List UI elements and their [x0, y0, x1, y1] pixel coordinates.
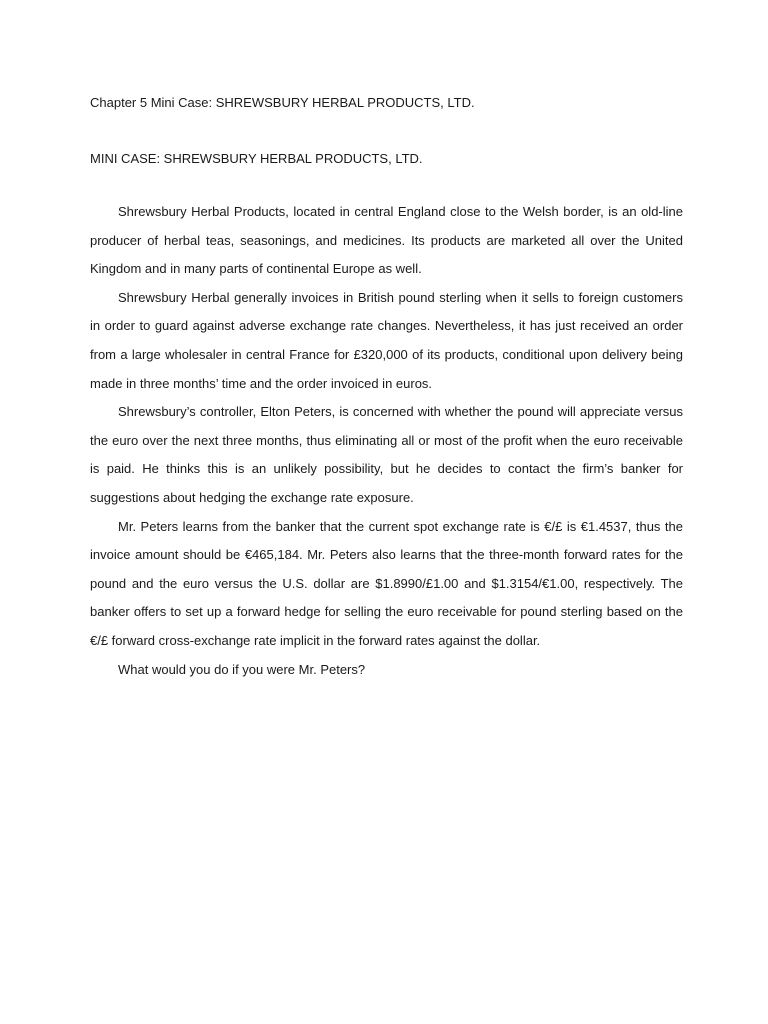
paragraph-question: What would you do if you were Mr. Peters? — [118, 661, 366, 677]
chapter-title: Chapter 5 Mini Case: SHREWSBURY HERBAL PRODUCTS, LTD. — [90, 95, 475, 110]
case-title: MINI CASE: SHREWSBURY HERBAL PRODUCTS, LTD. — [90, 151, 423, 166]
document-page — [90, 94, 683, 684]
paragraph-exchange-rates: Mr. Peters learns from the banker that the current spot exchange rate is €/£ is €1.4537, thus the invoice amount should be €465,184. Mr. Peters also learns that the three-month forward rates for the pound and the euro versus the U.S. dollar are $1.8990/£1.00 and $1.3154/€1.00, respectively. The banker offers to set up a forward hedge for selling the euro receivable for pound sterling based on the €/£ forward cross-exchange rate implicit in the forward rates against the dollar. — [90, 518, 683, 648]
paragraph-controller-concern: Shrewsbury’s controller, Elton Peters, is concerned with whether the pound will appreciate versus the euro over the next three months, thus eliminating all or most of the profit when the euro receivable is paid. He thinks this is an unlikely possibility, but he decides to contact the firm’s banker for suggestions about hedging the exchange rate exposure. — [90, 404, 683, 505]
paragraph-company-intro: Shrewsbury Herbal Products, located in central England close to the Welsh border, is an old-line producer of herbal teas, seasonings, and medicines. Its products are marketed all over the United Kingdom and in many parts of continental Europe as well. — [90, 204, 683, 277]
paragraph-order: Shrewsbury Herbal generally invoices in British pound sterling when it sells to foreign customers in order to guard against adverse exchange rate changes. Nevertheless, it has just received an order from a large wholesaler in central France for £320,000 of its products, conditional upon delivery being made in three months’ time and the order invoiced in euros. — [90, 289, 683, 391]
